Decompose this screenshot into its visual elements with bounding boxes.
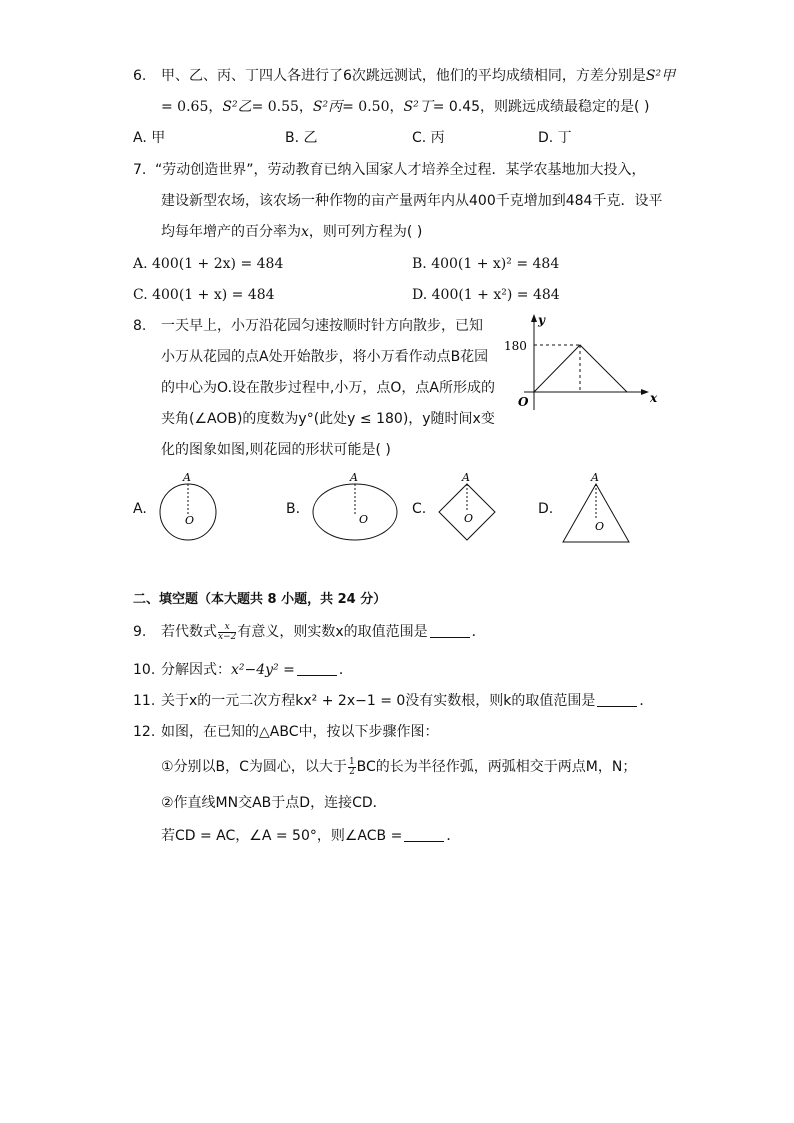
q11-text-a: 关于x的一元二次方程kx² + 2x−1 = 0没有实数根，则k的取值范围是 <box>161 693 596 709</box>
q8-shape-a-label-a: A <box>183 471 191 484</box>
q10-text-a: 分解因式： <box>161 662 231 678</box>
q12-line4 <box>161 826 460 846</box>
q7-option-a: A. 400(1 + 2x) = 484 <box>133 256 284 272</box>
q8-line-4: 夹角(∠AOB)的度数为y°(此处y ≤ 180)，y随时间x变 <box>161 411 495 427</box>
q8-shape-d-label-a: A <box>591 471 599 484</box>
q12-line4-a: 若CD = AC，∠A = 50°，则∠ACB = <box>161 828 403 844</box>
q8-shape-circle <box>153 470 223 550</box>
q8-shape-ellipse <box>305 470 405 550</box>
q8-option-b: B. <box>286 501 301 517</box>
q8-option-c: C. <box>412 501 427 517</box>
q7-var-x: x <box>301 224 309 240</box>
q12-step1-a: ①分别以B，C为圆心，以大于 <box>161 759 347 775</box>
q6-option-b: B. 乙 <box>285 130 318 146</box>
q6-s-jia: S²甲 <box>645 68 676 84</box>
q9-frac-num: x <box>218 623 236 633</box>
q6-line1-text: 甲、乙、丙、丁四人各进行了6次跳远测试，他们的平均成绩相同，方差分别是 <box>161 68 646 84</box>
q12-step1-b: BC的长为半径作弧，两弧相交于两点M，N； <box>356 759 637 775</box>
q12-step1 <box>161 757 636 777</box>
q6-s-ding: S²丁 <box>403 99 433 115</box>
q8-shape-b-label-o: O <box>359 513 369 526</box>
q6-s-bing: S²丙 <box>312 99 343 115</box>
q8-option-a: A. <box>133 501 147 517</box>
q8-graph <box>504 310 670 420</box>
q8-shape-a-label-o: O <box>185 514 195 527</box>
q8-shape-triangle <box>558 470 638 550</box>
q9-fraction <box>218 623 236 642</box>
q8-number: 8. <box>133 318 147 334</box>
q9-text-b: 有意义，则实数x的取值范围是 <box>237 624 428 640</box>
q11-text <box>161 691 653 711</box>
q6-option-d: D. 丁 <box>538 130 572 146</box>
q8-shape-b-label-a: A <box>350 471 358 484</box>
q9-answer-blank[interactable] <box>430 623 470 638</box>
q10-answer-blank[interactable] <box>297 661 337 676</box>
q6-line2-b: = 0.55， <box>251 99 313 115</box>
q8-shape-square <box>432 470 502 550</box>
q8-line-5: 化的图象如图,则花园的形状可能是( ) <box>161 442 391 458</box>
q7-line3-a: 均每年增产的百分率为 <box>161 224 301 240</box>
q12-end: ． <box>446 828 461 844</box>
q12-line1: 如图，在已知的△ABC中，按以下步骤作图： <box>161 724 439 740</box>
q12-number: 12. <box>133 724 156 740</box>
q10-text <box>161 660 353 680</box>
q6-line2-c: = 0.50， <box>342 99 404 115</box>
q11-number: 11. <box>133 693 156 709</box>
q8-shape-c-label-a: A <box>462 471 470 484</box>
q8-line-3: 的中心为O.设在散步过程中,小万，点O，点A所形成的 <box>161 380 495 396</box>
q10-expr: x²−4y² = <box>231 662 295 678</box>
q12-half-num: 1 <box>348 756 355 767</box>
q8-graph-y-label: y <box>538 313 545 327</box>
q6-option-a: A. 甲 <box>133 130 166 146</box>
q6-line2-a: = 0.65， <box>161 99 223 115</box>
q7-number: 7. <box>133 162 147 178</box>
q12-half-den: 2 <box>348 766 355 777</box>
q8-line-1: 一天早上，小万沿花园匀速按顺时针方向散步，已知 <box>161 318 483 334</box>
q8-line-2: 小万从花园的点A处开始散步，将小万看作动点B花园 <box>161 349 489 365</box>
q9-number: 9. <box>133 624 147 640</box>
q8-shape-d-label-o: O <box>595 520 605 533</box>
q8-shape-c-label-o: O <box>464 512 474 525</box>
q11-end: ． <box>639 693 654 709</box>
q7-line3-b: ，则可列方程为( ) <box>308 224 423 240</box>
q9-end: ． <box>471 624 486 640</box>
q6-line2 <box>161 97 649 117</box>
q8-option-d: D. <box>538 501 554 517</box>
q9-frac-den: x−2 <box>218 631 237 642</box>
q6-number: 6. <box>133 68 147 84</box>
q8-graph-origin: O <box>518 395 529 409</box>
q7-line2: 建设新型农场，该农场一种作物的亩产量两年内从400千克增加到484千克．设平 <box>161 193 663 209</box>
q6-s-yi: S²乙 <box>222 99 252 115</box>
q7-option-d: D. 400(1 + x²) = 484 <box>412 287 560 303</box>
q7-option-b: B. 400(1 + x)² = 484 <box>412 256 560 272</box>
section-title: 二、填空题（本大题共 8 小题，共 24 分） <box>133 592 387 607</box>
q7-option-c: C. 400(1 + x) = 484 <box>133 287 275 303</box>
q7-line1: “劳动创造世界”，劳动教育已纳入国家人才培养全过程．某学农基地加大投入， <box>155 162 646 178</box>
q12-step2: ②作直线MN交AB于点D，连接CD． <box>161 795 387 811</box>
q12-answer-blank[interactable] <box>404 827 444 842</box>
q6-option-c: C. 丙 <box>412 130 445 146</box>
q8-graph-x-label: x <box>650 391 658 405</box>
q10-end: ． <box>338 662 353 678</box>
q11-answer-blank[interactable] <box>597 692 637 707</box>
q9-text-a: 若代数式 <box>161 624 217 640</box>
q6-line1 <box>161 66 675 86</box>
q8-graph-180: 180 <box>504 339 527 353</box>
q10-number: 10. <box>133 662 156 678</box>
q6-line2-d: = 0.45，则跳远成绩最稳定的是( ) <box>432 99 650 115</box>
q7-line3 <box>161 222 422 242</box>
q9-text <box>161 622 486 642</box>
q12-half-fraction <box>348 758 356 777</box>
